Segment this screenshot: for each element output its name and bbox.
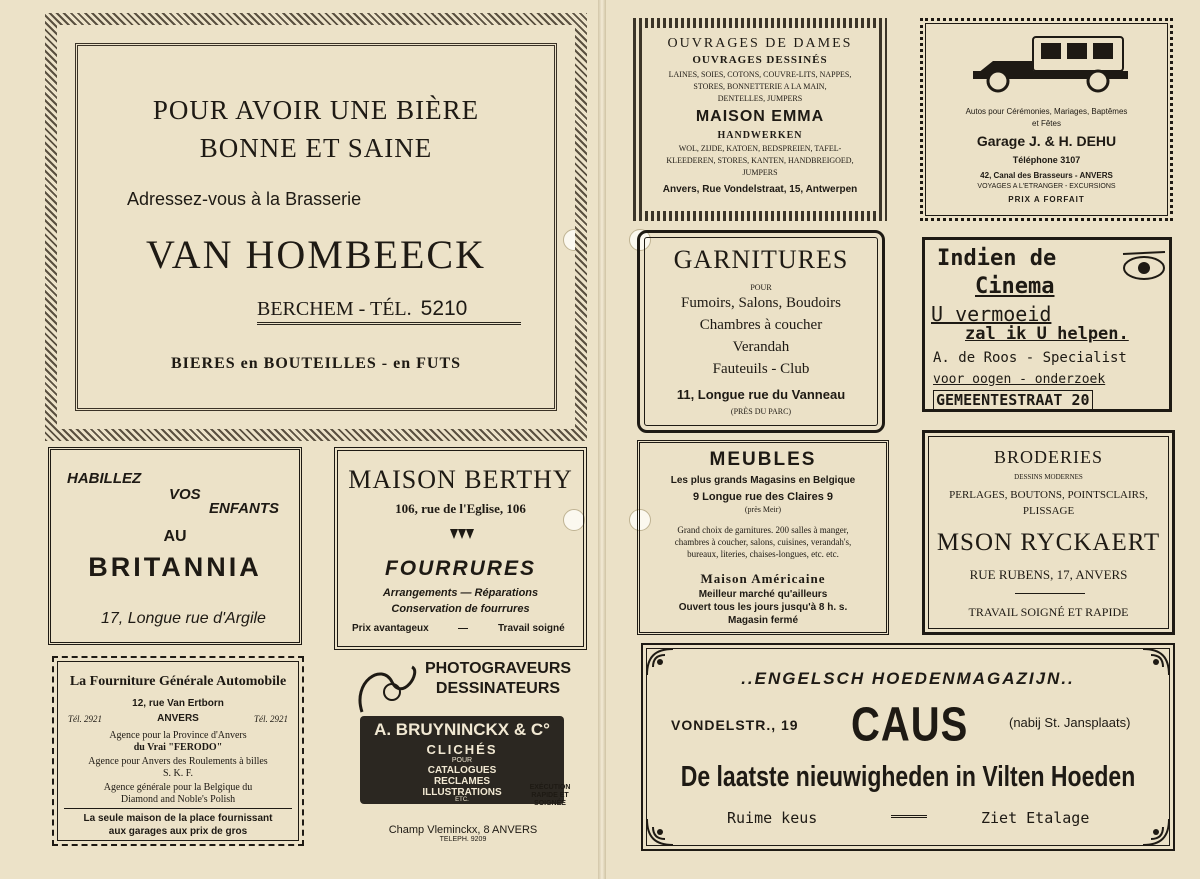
ad-cinema [922,237,1172,412]
ad-line: (près Meir) [744,505,782,514]
ad-line: Magasin fermé [727,615,799,626]
ad-line: TELEPH. 9209 [439,836,487,843]
ad-line: — [458,623,468,634]
ad-address: 9 Longue rue des Claires 9 [693,491,833,503]
ad-title: ..ENGELSCH HOEDENMAGAZIJN.. [741,669,1075,688]
ad-line: Tél. 2921 [253,714,288,724]
brand-name: A. BRUYNINCKX & C° [374,720,550,739]
ad-line: Adressez-vous à la Brasserie [127,189,362,209]
ad-line: (PRÈS DU PARC) [730,407,792,416]
ad-line: zal ik U helpen. [965,324,1129,344]
brand-name: BRITANNIA [88,552,262,582]
ad-britannia [48,447,302,645]
flourish-icon [352,662,422,722]
ad-line: Ouvert tous les jours jusqu'à 8 h. s. [678,602,848,613]
ad-line: Ruime keus [727,809,818,827]
ad-line: Agence pour la Province d'Anvers [109,730,247,741]
brand-name: CAUS [851,698,969,752]
ad-line: ETC. [455,797,469,803]
ad-line: ENFANTS [209,500,280,517]
brand-name: Garage J. & H. DEHU [976,133,1117,149]
ad-line: Grand choix de garnitures. 200 salles à manger, [677,525,849,535]
ad-line: STORES, BONNETTERIE A LA MAIN, [693,82,827,91]
ad-line: PLISSAGE [1022,505,1075,517]
ad-title: FOURRURES [384,557,536,580]
ad-line: (nabij St. Jansplaats) [1009,715,1131,730]
ad-title: MEUBLES [709,449,817,470]
ad-line: EXÉCUTION RAPIDE ET SOIGNÉE [529,784,571,807]
ad-line: POUR [451,757,473,764]
brand-name: MSON RYCKAERT [936,529,1161,556]
ad-line: Indien de [937,246,1057,271]
ad-address: Champ Vleminckx, 8 ANVERS [388,824,538,836]
ad-line: A. de Roos - Specialist [933,350,1127,366]
eye-icon [1121,248,1167,286]
ad-line: Cinema [975,274,1055,299]
phone-number: 5210 [420,297,468,320]
ad-line: Fauteuils - Club [712,361,810,377]
ad-line: WOL, ZIJDE, KATOEN, BEDSPREIEN, TAFEL- [678,144,842,153]
brand-name: MAISON EMMA [695,108,825,125]
ad-line: VOYAGES A L'ETRANGER - EXCURSIONS [977,183,1116,190]
ad-garage-dehu [920,18,1173,221]
ad-line: Les plus grands Magasins en Belgique [670,475,856,486]
ad-van-hombeeck [45,13,587,441]
ad-berthy [334,447,587,650]
ad-line: Arrangements — Réparations [382,587,539,599]
ad-line: KLEEDEREN, STORES, KANTEN, HANDBREIGOED, [666,156,854,165]
ad-line: Tél. 2921 [68,714,103,724]
ad-line: AU [163,528,187,545]
ad-line: BONNE ET SAINE [199,133,433,163]
corner-ornament-icon [1141,817,1171,847]
ad-title: GARNITURES [673,245,849,274]
ad-line: OUVRAGES DESSINÉS [692,54,828,66]
ad-line: PERLAGES, BOUTONS, POINTSCLAIRS, [949,489,1148,501]
ad-line: LAINES, SOIES, COTONS, COUVRE-LITS, NAPPES, [668,70,852,79]
ad-line: Agence pour Anvers des Roulements à billes [88,756,268,767]
ad-line: DESSINS MODERNES [1014,473,1083,481]
ad-line: voor oogen - onderzoek [933,372,1106,387]
ad-line: Verandah [732,339,790,355]
ad-line: ANVERS [157,713,199,724]
ad-line: DESSINATEURS [435,680,561,697]
ad-address: 42, Canal des Brasseurs - ANVERS [980,171,1113,180]
ad-line: aux garages aux prix de gros [108,826,248,837]
ad-address: VONDELSTR., 19 [671,717,799,733]
ad-slogan: De laatste nieuwigheden in Vilten Hoeden [680,759,1136,793]
divider [64,808,292,809]
ad-line: du Vrai "FERODO" [133,742,223,753]
ad-line: HANDWERKEN [717,130,803,141]
brand-name: MAISON BERTHY [348,465,573,494]
ad-line: Agence générale pour la Belgique du [103,782,253,793]
ad-line: Prix avantageux [352,623,429,634]
ad-line: POUR [750,283,772,292]
ad-title: La Fourniture Générale Automobile [69,674,287,689]
ad-line: JUMPERS [742,168,778,177]
ad-line: bureaux, literies, chaises-longues, etc. etc. [687,549,839,559]
ad-line [257,297,467,321]
corner-ornament-icon [645,817,675,847]
ornament-icon [450,529,474,541]
ad-line: Chambres à coucher [699,317,823,333]
ad-address: 11, Longue rue du Vanneau [676,387,846,402]
ad-line: CATALOGUES [427,765,497,776]
car-icon [963,33,1133,93]
ad-line: Ziet Etalage [981,809,1090,827]
ad-line: Travail soigné [498,623,565,634]
brand-name: Maison Américaine [700,571,826,586]
ad-line: ILLUSTRATIONS [422,787,502,798]
ad-line: Fumoirs, Salons, Boudoirs [680,295,842,311]
ad-fourniture [52,656,304,846]
ad-line: HABILLEZ [67,470,142,487]
place-label: BERCHEM - TÉL. [257,298,412,320]
page-fold [598,0,606,879]
ad-title: OUVRAGES DE DAMES [667,36,853,51]
ad-address: Anvers, Rue Vondelstraat, 15, Antwerpen [662,184,858,195]
ad-line: et Fêtes [1032,119,1061,128]
ad-title: BRODERIES [993,447,1103,467]
ad-maison-emma [633,18,887,221]
ad-line: POUR AVOIR UNE BIÈRE [152,95,480,125]
ad-meubles [637,440,889,635]
phone-number: Téléphone 3107 [1012,155,1081,165]
ad-line: Meilleur marché qu'ailleurs [698,589,828,600]
ad-bruyninckx [348,656,578,848]
ad-address: 12, rue Van Ertborn [132,698,224,709]
divider [891,815,927,818]
ad-ryckaert [922,430,1175,635]
ad-address: GEMEENTESTRAAT 20 [933,390,1093,410]
ad-garnitures [637,230,885,433]
ad-footer: BIERES en BOUTEILLES - en FUTS [170,355,462,372]
ad-address: RUE RUBENS, 17, ANVERS [969,567,1128,582]
ad-line: CLICHÉS [426,742,498,757]
ad-line: chambres à coucher, salons, cuisines, verandah's, [674,537,852,547]
ad-line: VOS [169,486,201,503]
ad-line: Diamond and Noble's Polish [120,794,236,805]
ad-line: Conservation de fourrures [391,603,530,615]
brand-name: VAN HOMBEECK [146,232,486,277]
ad-line: PHOTOGRAVEURS [424,660,572,677]
divider [1015,593,1085,594]
ad-line: TRAVAIL SOIGNÉ ET RAPIDE [968,605,1129,619]
ad-line: RECLAMES [433,776,491,787]
ad-line: PRIX A FORFAIT [1008,195,1085,204]
ad-caus [641,643,1175,851]
ad-line: S. K. F. [162,768,194,779]
ad-line: La seule maison de la place fournissant [83,813,273,824]
ad-address: 17, Longue rue d'Argile [101,610,266,627]
ad-line: DENTELLES, JUMPERS [717,94,803,103]
divider [257,322,521,325]
ad-address: 106, rue de l'Eglise, 106 [395,501,526,516]
ad-line: Autos pour Cérémonies, Mariages, Baptêmes [965,107,1128,116]
ad-line: U vermoeid [931,302,1052,326]
